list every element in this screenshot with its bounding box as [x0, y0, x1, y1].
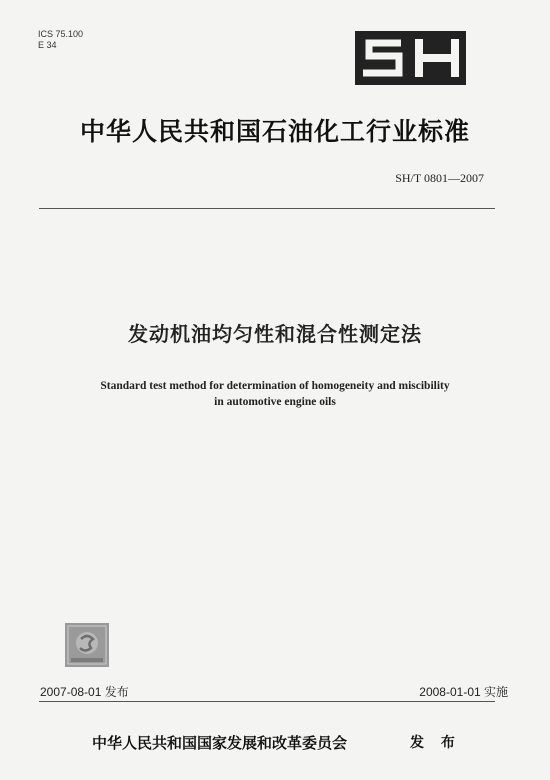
publish-date: 2007-08-01 发布	[40, 685, 129, 699]
anti-counterfeit-stamp-icon	[65, 623, 109, 667]
classification-codes	[38, 29, 83, 51]
ics-code: ICS 75.100	[38, 29, 84, 39]
title-english-line1: Standard test method for determination of homogeneity and miscibility	[100, 380, 450, 392]
top-divider	[39, 208, 495, 209]
effective-date: 2008-01-01 实施	[419, 685, 508, 699]
standard-number: SH/T 0801—2007	[395, 171, 484, 185]
title-english	[0, 378, 550, 410]
category-code: E 34	[38, 40, 57, 50]
sh-logo	[355, 31, 466, 85]
bottom-divider	[39, 701, 495, 702]
org-title: 中华人民共和国石油化工行业标准	[79, 117, 470, 146]
issue-label: 发 布	[410, 735, 461, 751]
title-english-line2: in automotive engine oils	[214, 396, 336, 408]
issuing-authority: 中华人民共和国国家发展和改革委员会	[92, 734, 348, 752]
title-chinese: 发动机油均匀性和混合性测定法	[128, 322, 422, 346]
